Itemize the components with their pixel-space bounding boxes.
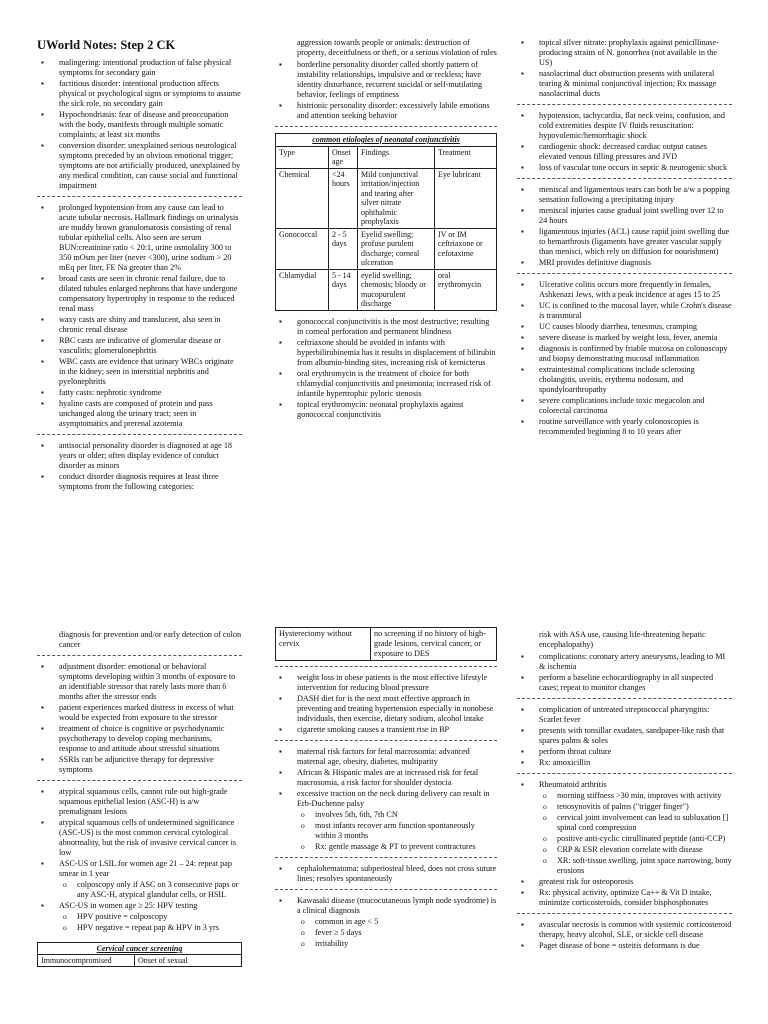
list-item: ▪ UC causes bloody diarrhea, tenesmus, cramping [517, 322, 732, 332]
personality-disorders-list-2 [275, 60, 497, 121]
sub-list-item: o XR: soft-tissue swelling, joint space narrowing, bony erosions [517, 856, 732, 876]
divider [37, 434, 242, 435]
rheumatoid-arthritis-list [517, 780, 732, 790]
list-item: ▪ RBC casts are indicative of glomerular disease or vasculitis; glomerulonephritis [37, 336, 242, 356]
cervical-cancer-screening-table [37, 942, 242, 967]
list-item: ▪ Rx: amoxicillin [517, 758, 732, 768]
bottom-column-3 [517, 630, 732, 952]
divider [275, 889, 497, 890]
kawasaki-complications-list [517, 652, 732, 693]
list-item: ▪ nasolacrimal duct obstruction presents with unilateral tearing & minimal conjunctival injection; Rx massage nasolacrimal ducts [517, 69, 732, 99]
list-item: ▪ Paget disease of bone = osteitis deformans is due [517, 941, 732, 951]
table-row [38, 955, 242, 967]
table-cell: Immunocompromised [38, 955, 135, 967]
list-item: ▪ ASC-US in women age ≥ 25: HPV testing [37, 901, 242, 911]
adjustment-disorder-list [37, 662, 242, 775]
sub-list [37, 880, 242, 900]
sub-list [275, 917, 497, 949]
table-cell: no screening if no history of high-grade lesions, cervical cancer, or exposure to DES [371, 628, 497, 661]
list-item: ▪ topical silver nitrate: prophylaxis against penicillinase-producing strains of N. gonorrhea (not available in the US) [517, 38, 732, 68]
sub-list-item: o morning stiffness >30 min, improves with activity [517, 791, 732, 801]
continued-text: aggression towards people or animals: destruction of property, deceitfulness or theft, or a serious violation of rules [297, 38, 497, 57]
column-header: Type [276, 146, 329, 168]
sub-list-item: o involves 5th, 6th, 7th CN [275, 810, 497, 820]
divider [517, 698, 732, 699]
kawasaki-list [275, 896, 497, 916]
bone-disease-list [517, 920, 732, 951]
divider [275, 666, 497, 667]
list-item: ▪ UC is confined to the mucosal layer, while Crohn's disease is transmural [517, 301, 732, 321]
continued-text: risk with ASA use, causing life-threatening hepatic encephalopathy) [539, 630, 706, 649]
list-item: ▪ African & Hispanic males are at increased risk for fetal macrosomia, a risk factor for shoulder dystocia [275, 768, 497, 788]
divider [37, 655, 242, 656]
renal-casts-list [37, 203, 242, 429]
column-header: Onset age [329, 146, 358, 168]
cervical-cytology-list [37, 787, 242, 879]
list-item: ▪ excessive traction on the neck during delivery can result in Erb-Duchenne palsy [275, 789, 497, 809]
list-item: ▪ greatest risk for osteoporosis [517, 877, 732, 887]
hysterectomy-screening-table [275, 627, 497, 661]
table-cell: Eyelid swelling; profuse purulent discharge; corneal ulceration [358, 228, 435, 269]
page-title: UWorld Notes: Step 2 CK [37, 38, 176, 52]
table-cell: 2 - 5 days [329, 228, 358, 269]
list-item: ▪ oral erythromycin is the treatment of choice for both chlamydial conjunctivitis and pneumonia; increased risk of infantile hypertrophic pyloric stenosis [275, 369, 497, 399]
table-cell: Gonococcal [276, 228, 329, 269]
sub-list-item: o positive anti-cyclic citrullinated peptide (anti-CCP) [517, 834, 732, 844]
column-header: Findings [358, 146, 435, 168]
personality-disorders-list [37, 441, 242, 492]
sub-list-item: o irritability [275, 939, 497, 949]
list-item: ▪ conduct disorder diagnosis requires at least three symptoms from the following categories: [37, 472, 242, 492]
divider [275, 126, 497, 127]
bottom-column-1 [37, 630, 242, 967]
sub-list-item: o fever ≥ 5 days [275, 928, 497, 938]
list-item: ▪ broad casts are seen in chronic renal failure, due to dilated tubules enlarged nephrons that have undergone compensatory hypertrophy in response to the reduced renal mass [37, 274, 242, 314]
sub-list [37, 912, 242, 933]
sub-list-item: o most infants recover arm function spontaneously within 3 months [275, 821, 497, 841]
list-item: ▪ cephalohematoma: subperiosteal bleed, does not cross suture lines; resolves spontaneously [275, 864, 497, 884]
list-item: ▪ meniscal and ligamentous tears can both be a/w a popping sensation following a precipitating injury [517, 185, 732, 205]
list-item: ▪ WBC casts are evidence that urinary WBCs originate in the kidney; seen in interstitial nephritis and pyelonephritis [37, 357, 242, 387]
list-item: ▪ extraintestinal complications include sclerosing cholangitis, uveitis, erythema nodosum, and spondyloarthropathy [517, 365, 732, 395]
sub-list-item: o cervical joint involvement can lead to subluxation [] spinal cord compression [517, 813, 732, 833]
hpv-testing-list [37, 901, 242, 911]
list-item: ▪ histrionic personality disorder: excessively labile emotions and attention seeking behavior [275, 101, 497, 121]
knee-injuries-list [517, 185, 732, 268]
list-item: ▪ severe complications include toxic megacolon and colorectal carcinoma [517, 396, 732, 416]
table-cell: Hysterectomy without cervix [276, 628, 371, 661]
list-item: ▪ presents with tonsillar exudates, sandpaper-like rash that spares palms & soles [517, 726, 732, 746]
macrosomia-list [275, 747, 497, 809]
sub-list-item: o tenosynovitis of palms ("trigger finger") [517, 802, 732, 812]
list-item: ▪ ligamentous injuries (ACL) cause rapid joint swelling due to hemarthrosis (ligaments have greater vascular supply than menisci, which rely on diffusion for nourishment) [517, 227, 732, 257]
ulcerative-colitis-list [517, 280, 732, 437]
list-item: ▪ complications: coronary artery aneurysms, leading to MI & ischemia [517, 652, 732, 672]
table-cell: Chlamydial [276, 269, 329, 310]
list-item: ▪ Ulcerative colitis occurs more frequently in females, Ashkenazi Jews, with a peak incidence at ages 15 to 25 [517, 280, 732, 300]
neonatal-conjunctivitis-table [275, 133, 497, 311]
divider [517, 273, 732, 274]
list-item: ▪ perform throat culture [517, 747, 732, 757]
table-cell: 5 - 14 days [329, 269, 358, 310]
table-cell: Chemical [276, 168, 329, 228]
list-item: ▪ weight loss in obese patients is the most effective lifestyle intervention for reducing blood pressure [275, 673, 497, 693]
top-column-3 [517, 38, 732, 438]
top-column-1 [37, 38, 242, 493]
table-cell: Onset of sexual [135, 955, 242, 967]
table-header-row [276, 146, 497, 168]
table-caption: common etiologies of neonatal conjunctivitis [276, 134, 497, 147]
divider [517, 178, 732, 179]
list-item: ▪ conversion disorder: unexplained serious neurological symptoms preceded by an obvious emotional trigger; symptoms are not artificially produced, unexplained by any medical condition, can cause social and functional impairment [37, 141, 242, 191]
divider [275, 740, 497, 741]
table-cell: <24 hours [329, 168, 358, 228]
list-item: ▪ ceftriaxone should be avoided in infants with hyperbilirubinemia has it results in displacement of bilirubin from albumin-binding sites, increasing risk of kernicterus [275, 338, 497, 368]
list-item: ▪ patient experiences marked distress in excess of what would be expected from exposure to the stressor [37, 703, 242, 723]
eye-notes-list [517, 38, 732, 99]
divider [37, 196, 242, 197]
list-item: ▪ routine surveillance with yearly colonoscopies is recommended beginning 8 to 10 years after [517, 417, 732, 437]
list-item: ▪ meniscal injuries cause gradual joint swelling over 12 to 24 hours [517, 206, 732, 226]
somatic-disorders-list [37, 58, 242, 191]
list-item: ▪ prolonged hypotension from any cause can lead to acute tubular necrosis. Hallmark findings on urinalysis are muddy brown granulomatosis consisting of renal tubular epithelial cells. Also seen are serum BUN:creatinine ratio < 20:1, urine osmolality 300 to 350 mOsm per liter (never <300), urine sodium > 20 mEq per liter, FE Na greater than 2% [37, 203, 242, 273]
list-item: ▪ treatment of choice is cognitive or psychodynamic psychotherapy to develop coping mechanisms, response to and attitude about stressful situations [37, 724, 242, 754]
table-cell: oral erythromycin [435, 269, 497, 310]
list-item: ▪ antisocial personality disorder is diagnosed at age 18 years or older; often display evidence of conduct disorder as minors [37, 441, 242, 471]
list-item: ▪ perform a baseline echocardiography in all suspected cases; repeat to monitor changes [517, 673, 732, 693]
list-item: ▪ gonococcal conjunctivitis is the most destructive; resulting in corneal perforation and permanent blindness [275, 317, 497, 337]
list-item: ▪ atypical squamous cells of undetermined significance (ASC-US) is the most common cervical cytological abnormality, but the risk of invasive cervical cancer is low [37, 818, 242, 858]
column-header: Treatment [435, 146, 497, 168]
table-cell: eyelid swelling; chemosis; bloody or mucopurulent discharge [358, 269, 435, 310]
list-item: ▪ Kawasaki disease (mucocutaneous lymph node syndrome) is a clinical diagnosis [275, 896, 497, 916]
conjunctivitis-notes-list [275, 317, 497, 420]
table-row [276, 168, 497, 228]
list-item: ▪ Rx: physical activity, optimize Ca++ & Vit D intake, minimize corticosteroids, consider bisphosphonates [517, 888, 732, 908]
list-item: ▪ Hypochondriasis: fear of disease and preoccupation with the body, manifests through multiple somatic complaints; at least six months [37, 110, 242, 140]
divider [275, 857, 497, 858]
table-row [276, 628, 497, 661]
list-item: ▪ hypotension, tachycardia, flat neck veins, confusion, and cold extremities despite IV fluids resuscitation: hypovolemic/hemorrhagic shock [517, 111, 732, 141]
list-item: ▪ complication of untreated streptococcal pharyngitis: Scarlet fever [517, 705, 732, 725]
list-item: ▪ ASC-US or LSIL for women age 21 – 24: repeat pap smear in 1 year [37, 859, 242, 879]
sub-list-item: o CRP & ESR elevation correlate with disease [517, 845, 732, 855]
list-item: ▪ cardiogenic shock: decreased cardiac output causes elevated venous filling pressures and JVD [517, 142, 732, 162]
sub-list [275, 810, 497, 852]
sub-list-item: o Rx: gentle massage & PT to prevent contractures [275, 842, 497, 852]
list-item: ▪ DASH diet for is the next most effective approach in preventing and treating hypertension especially in nonobese individuals, then exercise, dietary sodium, alcohol intake [275, 694, 497, 724]
sub-list-item: o HPV negative = repeat pap & HPV in 3 yrs [37, 923, 242, 933]
cephalohematoma-list [275, 864, 497, 884]
table-cell: IV or IM ceftriaxone or cefotaxime [435, 228, 497, 269]
list-item: ▪ severe disease is marked by weight loss, fever, anemia [517, 333, 732, 343]
list-item: ▪ loss of vascular tone occurs in septic & neurogenic shock [517, 163, 732, 173]
list-item: ▪ MRI provides definitive diagnosis [517, 258, 732, 268]
list-item: ▪ factitious disorder: intentional production affects physical or psychological signs or symptoms to assume the sick role, no secondary gain [37, 79, 242, 109]
list-item: ▪ diagnosis is confirmed by friable mucosa on colonoscopy and biopsy demonstrating mucosal inflammation [517, 344, 732, 364]
hypertension-list [275, 673, 497, 735]
top-column-2 [275, 38, 497, 421]
table-row [276, 269, 497, 310]
scarlet-fever-list [517, 705, 732, 768]
list-item: ▪ adjustment disorder: emotional or behavioral symptoms developing within 3 months of exposure to an identifiable stressor that rarely lasts more than 6 months after the stressor ends [37, 662, 242, 702]
list-item: ▪ hyaline casts are composed of protein and pass unchanged along the urinary tract; seen in asymptomatics and prerenal azotemia [37, 399, 242, 429]
table-cell: Mild conjunctival irritation/injection and tearing after silver nitrate ophthalmic prophylaxis [358, 168, 435, 228]
osteoporosis-list [517, 877, 732, 908]
divider [517, 913, 732, 914]
list-item: ▪ Rheumatoid arthritis [517, 780, 732, 790]
shock-list [517, 111, 732, 173]
table-row [276, 228, 497, 269]
table-cell: Eye lubricant [435, 168, 497, 228]
list-item: ▪ borderline personality disorder called shortly pattern of instability relationships, impulsive and or reckless; have identity disturbance, recurrent suicidal or self-mutilating behavior, feelings of emptiness [275, 60, 497, 100]
list-item: ▪ fatty casts: nephrotic syndrome [37, 388, 242, 398]
sub-list-item: o colposcopy only if ASC on 3 consecutive paps or any ASC-H, atypical glandular cells, or HSIL [37, 880, 242, 900]
list-item: ▪ maternal risk factors for fetal macrosomia: advanced maternal age, obesity, diabetes, multiparity [275, 747, 497, 767]
divider [517, 773, 732, 774]
spacer [37, 934, 242, 942]
sub-list [517, 791, 732, 876]
list-item: ▪ atypical squamous cells, cannot rule out high-grade squamous epithelial lesion (ASC-H) is a/w premalignant lesions [37, 787, 242, 817]
sub-list-item: o common in age < 5 [275, 917, 497, 927]
bottom-column-2 [275, 627, 497, 950]
list-item: ▪ malingering: intentional production of false physical symptoms for secondary gain [37, 58, 242, 78]
list-item: ▪ SSRIs can be adjunctive therapy for depressive symptoms [37, 755, 242, 775]
divider [37, 780, 242, 781]
list-item: ▪ topical erythromycin: neonatal prophylaxis against gonococcal conjunctivitis [275, 400, 497, 420]
list-item: ▪ avascular necrosis is common with systemic corticosteroid therapy, heavy alcohol, SLE, or sickle cell disease [517, 920, 732, 940]
continued-text: diagnosis for prevention and/or early detection of colon cancer [59, 630, 242, 649]
divider [517, 104, 732, 105]
list-item: ▪ waxy casts are shiny and translucent, also seen in chronic renal disease [37, 315, 242, 335]
table-caption: Cervical cancer screening [38, 943, 242, 955]
list-item: ▪ cigarette smoking causes a transient rise in BP [275, 725, 497, 735]
sub-list-item: o HPV positive = colposcopy [37, 912, 242, 922]
